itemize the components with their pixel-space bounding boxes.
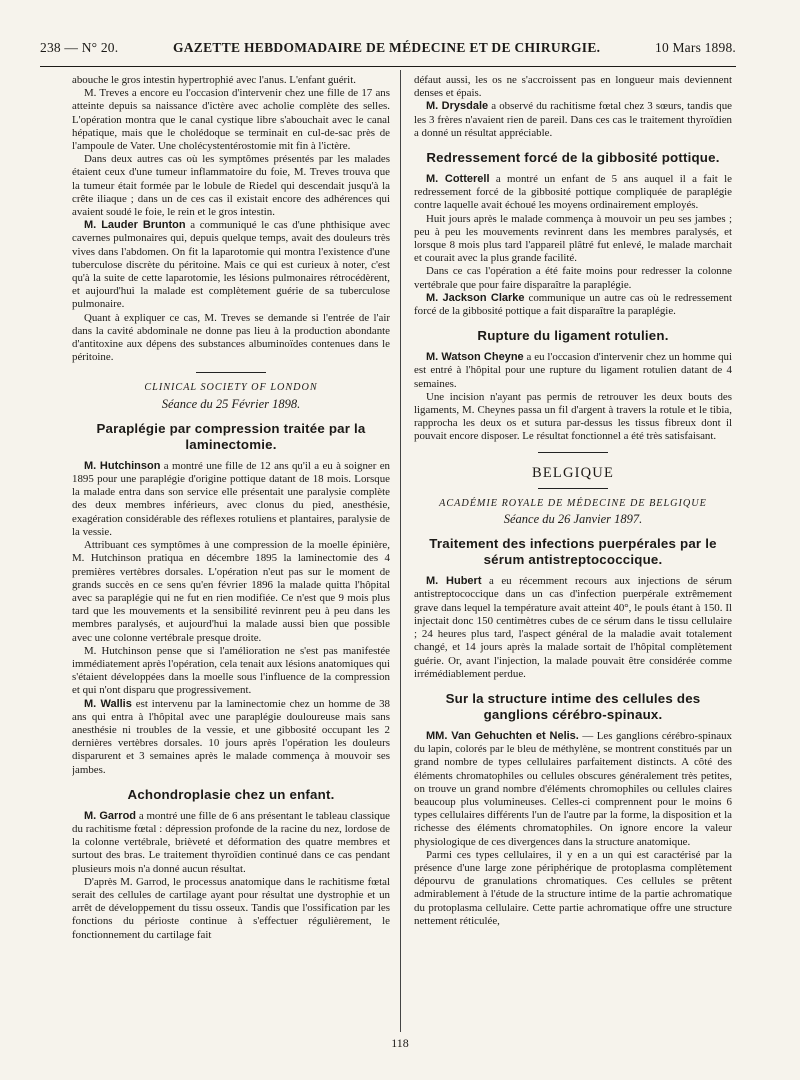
speaker-name: M. Drysdale [426, 100, 489, 113]
paragraph [72, 698, 390, 777]
section-heading: Traitement des infections puerpérales par le sérum antistreptococcique. [429, 536, 717, 568]
section-rule [538, 452, 608, 453]
speaker-name: M. Garrod [84, 809, 137, 822]
paragraph-text: a montré un enfant de 5 ans auquel il a fait le redressement forcé de la gibbosité pottique compliquée de paraplégie contre laquelle avait échoué les moyens ordinairement employés. [414, 173, 732, 212]
paragraph [72, 810, 390, 876]
paragraph-text: a montré une fille de 6 ans présentant le tableau classique du rachitisme fœtal : dépression profonde de la racine du nez, lordose de la colonne vertébrale, brièveté et déformation des quatre membres et surtout des bras. Le traitement thyroïdien continué dans ce cas pendant plusieurs mois n'a donné aucun résultat. [72, 809, 390, 875]
paragraph: Quant à expliquer ce cas, M. Treves se demande si l'entrée de l'air dans la cavité abdominale ne donne pas lieu à la production abondante d'antitoxine aux dépens des substances albuminoïdes contenues dans le péritoine. [72, 311, 390, 364]
speaker-name: M. Watson Cheyne [426, 351, 524, 364]
paragraph [72, 219, 390, 311]
paragraph: D'après M. Garrod, le processus anatomique dans le rachitisme fœtal serait des cellules de cartilage ayant pour résultat une dystrophie et un arrêt de développement du tissu osseux. Tandis que l'ossification par les fonctions du périoste continue à s'effectuer régulièrement, le fonctionnement du cartilage fait [72, 875, 390, 941]
paragraph: abouche le gros intestin hypertrophié avec l'anus. L'enfant guérit. [72, 74, 356, 86]
paragraph: Parmi ces types cellulaires, il y en a un qui est caractérisé par la présence d'une large zone périphérique de protoplasma complètement dépourvu de granulations chromatiques. Ces cellules se prêtent admirablement à l'étude de la structure intime de la partie achromatique du protoplasma cellulaire. Cette partie achromatique offre une structure nettement réticulée, [414, 848, 732, 927]
section-rule [538, 488, 608, 489]
page-number: 118 [391, 1036, 409, 1050]
speaker-name: MM. Van Gehuchten et Nelis. [426, 729, 579, 742]
paragraph: Une incision n'ayant pas permis de retrouver les deux bouts des ligaments, M. Cheynes passa un fil d'argent à travers la rotule et le tibia, rapprocha les deux os et sutura par-dessus les tissus fibreux dont il pouvait encore disposer. Le résultat fonctionnel a été très satisfaisant. [414, 390, 732, 443]
section-heading: Achondroplasie chez un enfant. [127, 786, 335, 802]
speaker-name: M. Hutchinson [84, 459, 161, 472]
speaker-name: M. Hubert [426, 575, 482, 588]
paragraph: Dans deux autres cas où les symptômes présentés par les malades étaient ceux d'une tumeur inflammatoire du foie, M. Treves trouva que la tumeur était formée par le lobule de Riedel qui descendait jusqu'à la crête iliaque ; dans un de ces cas il existait encore des adhérences qui avaient soudé le foie, le rein et le gros intestin. [72, 153, 390, 219]
session-date: Séance du 26 Janvier 1897. [503, 512, 643, 527]
society-heading: CLINICAL SOCIETY OF LONDON [144, 382, 318, 394]
section-heading: Paraplégie par compression traitée par la laminectomie. [96, 420, 366, 452]
paragraph [72, 460, 390, 539]
speaker-name: M. Lauder Brunton [84, 219, 186, 232]
paragraph-text: communique un autre cas où le redressement forcé de la gibbosité pottique a fait disparaître la paraplégie. [414, 291, 732, 318]
paragraph: défaut aussi, les os ne s'accroissent pas en longueur mais deviennent denses et épais. [414, 74, 732, 100]
paragraph: M. Hutchinson pense que si l'amélioration ne s'est pas manifestée immédiatement après l'opération, cela tenait aux lésions anatomiques qui s'étaient développées dans la moelle sous l'influence de la compression et qui n'ont disparu que progressivement. [72, 644, 390, 697]
paragraph: Dans ce cas l'opération a été faite moins pour redresser la colonne vertébrale que pour faire disparaître la paraplégie. [414, 265, 732, 291]
paragraph [414, 173, 732, 213]
journal-title: GAZETTE HEBDOMADAIRE DE MÉDECINE ET DE CHIRURGIE. [172, 40, 601, 55]
paragraph [414, 292, 732, 318]
session-date: Séance du 25 Février 1898. [161, 396, 301, 411]
page-reference: 238 — N° 20. [40, 40, 119, 55]
paragraph-text: est intervenu par la laminectomie chez un homme de 38 ans qui entra à l'hôpital avec une paraplégie douloureuse mais sans anesthésie ni troubles de la vessie, et une gibbosité occupant les 2 dernières vertèbres dorsales. 10 jours après l'opération les douleurs disparurent et 3 semaines après le malade commença à mouvoir ses jambes. [72, 697, 390, 776]
speaker-name: M. Jackson Clarke [426, 291, 525, 304]
section-heading: Sur la structure intime des cellules des ganglions cérébro-spinaux. [445, 690, 701, 722]
paragraph-text: a eu récemment recours aux injections de sérum antistreptococcique dans un cas d'infection puerpérale extrêmement grave dans lequel la température avait atteint 40°, le pouls étant à 150. Il injectait donc 150 centimètres cubes de ce sérum dans le tissu cellulaire ; 24 heures plus tard, l'aspect général de la maladie avait totalement changé, et 14 jours après la malade sortait de l'hôpital complètement guérie. Or, avant l'injection, la malade pouvait être considérée comme irrémédiablement perdue. [414, 575, 732, 680]
section-rule [196, 372, 266, 373]
section-heading: Rupture du ligament rotulien. [477, 328, 669, 344]
right-column [414, 74, 732, 1034]
academy-heading: ACADÉMIE ROYALE DE MÉDECINE DE BELGIQUE [439, 497, 707, 509]
paragraph-text: a communiqué le cas d'une phthisique avec cavernes pulmonaires qui, depuis quelque temps, avait des douleurs très vives dans l'abdomen. On fit la laparotomie qui montra l'existence d'une tuberculose discrète du péritoine. Mais ce qui est curieux à noter, c'est qu'à la suite de cette laparotomie, les lésions pulmonaires rétrocédèrent, et aujourd'hui la malade est complètement guérie de sa tuberculose pulmonaire. [72, 219, 390, 311]
paragraph [414, 575, 732, 681]
paragraph: Attribuant ces symptômes à une compression de la moelle épinière, M. Hutchinson pratiqua en décembre 1895 la laminectomie des 4 premières vertèbres dorsales. L'opération n'eut pas sur le moment de grands succès en ce sens qu'en février 1896 la malade quitta l'hôpital avec sa paraplégie qui ne fut en rien modifiée. Ce n'est que 9 mois plus tard que les mouvements et la sensibilité revinrent peu à peu dans les membres paralysés, et aujourd'hui la malade aussi bien que possible avec une colonne vertébrale presque droite. [72, 539, 390, 644]
country-heading: BELGIQUE [531, 464, 615, 481]
paragraph-text: a observé du rachitisme fœtal chez 3 sœurs, tandis que les 3 frères n'avaient rien de pareil. Dans ces cas le traitement thyroïdien a donné un résultat appréciable. [414, 100, 732, 139]
page-header [40, 40, 736, 64]
paragraph-text: a montré une fille de 12 ans qu'il a eu à soigner en 1895 pour une paraplégie d'origine pottique datant de 18 mois. Lorsque la malade entra dans son service elle présentait une paralysie complète des deux membres inférieurs, avec clonus du pied, anesthésie, exagération considérable des réflexes rotuliens et plantaires, paralysie de la vessie. [72, 459, 390, 538]
paragraph [414, 351, 732, 391]
column-divider [400, 70, 401, 1032]
paragraph: Huit jours après le malade commença à mouvoir un peu ses jambes ; peu à peu les mouvements revinrent dans les membres paralysés, et lorsque 8 mois plus tard l'appareil plâtré fut enlevé, le malade marchait et courait avec la plus grande facilité. [414, 212, 732, 265]
speaker-name: M. Cotterell [426, 173, 490, 186]
paragraph-text: a eu l'occasion d'intervenir chez un homme qui est entré à l'hôpital pour une rupture du ligament rotulien datant de 4 semaines. [414, 351, 732, 390]
speaker-name: M. Wallis [84, 697, 132, 710]
paragraph [414, 100, 732, 140]
paragraph [414, 730, 732, 849]
paragraph: M. Treves a encore eu l'occasion d'intervenir chez une fille de 17 ans atteinte depuis sa naissance d'ictère avec acholie complète des selles. L'opération montra que le canal cystique libre s'abouchait avec le canal hépatique, mais que le cholédoque se terminait en cul-de-sac près de l'ampoule de Vater. Une cholécystentérostomie mit fin à l'ictère. [72, 87, 390, 153]
left-column [72, 74, 390, 1034]
header-rule [40, 66, 736, 67]
issue-date: 10 Mars 1898. [655, 40, 736, 55]
paragraph-text: — Les ganglions cérébro-spinaux du lapin, colorés par le bleu de méthylène, se montrent constitués par un grand nombre de types cellulaires parfaitement distincts. A côté des éléments chromatophiles ou cellules obscures généralement très petites, on trouve un grand nombre d'éléments chromophiles ou cellules claires beaucoup plus volumineuses. Celles-ci comprennent pour le moins 6 types cellulaires différents l'un de l'autre par la forme, la disposition et la richesse des éléments chromatophiles. On ignore encore la valeur physiologique de ces divergences dans la structure anatomique. [414, 729, 732, 848]
section-heading: Redressement forcé de la gibbosité pottique. [426, 150, 720, 166]
